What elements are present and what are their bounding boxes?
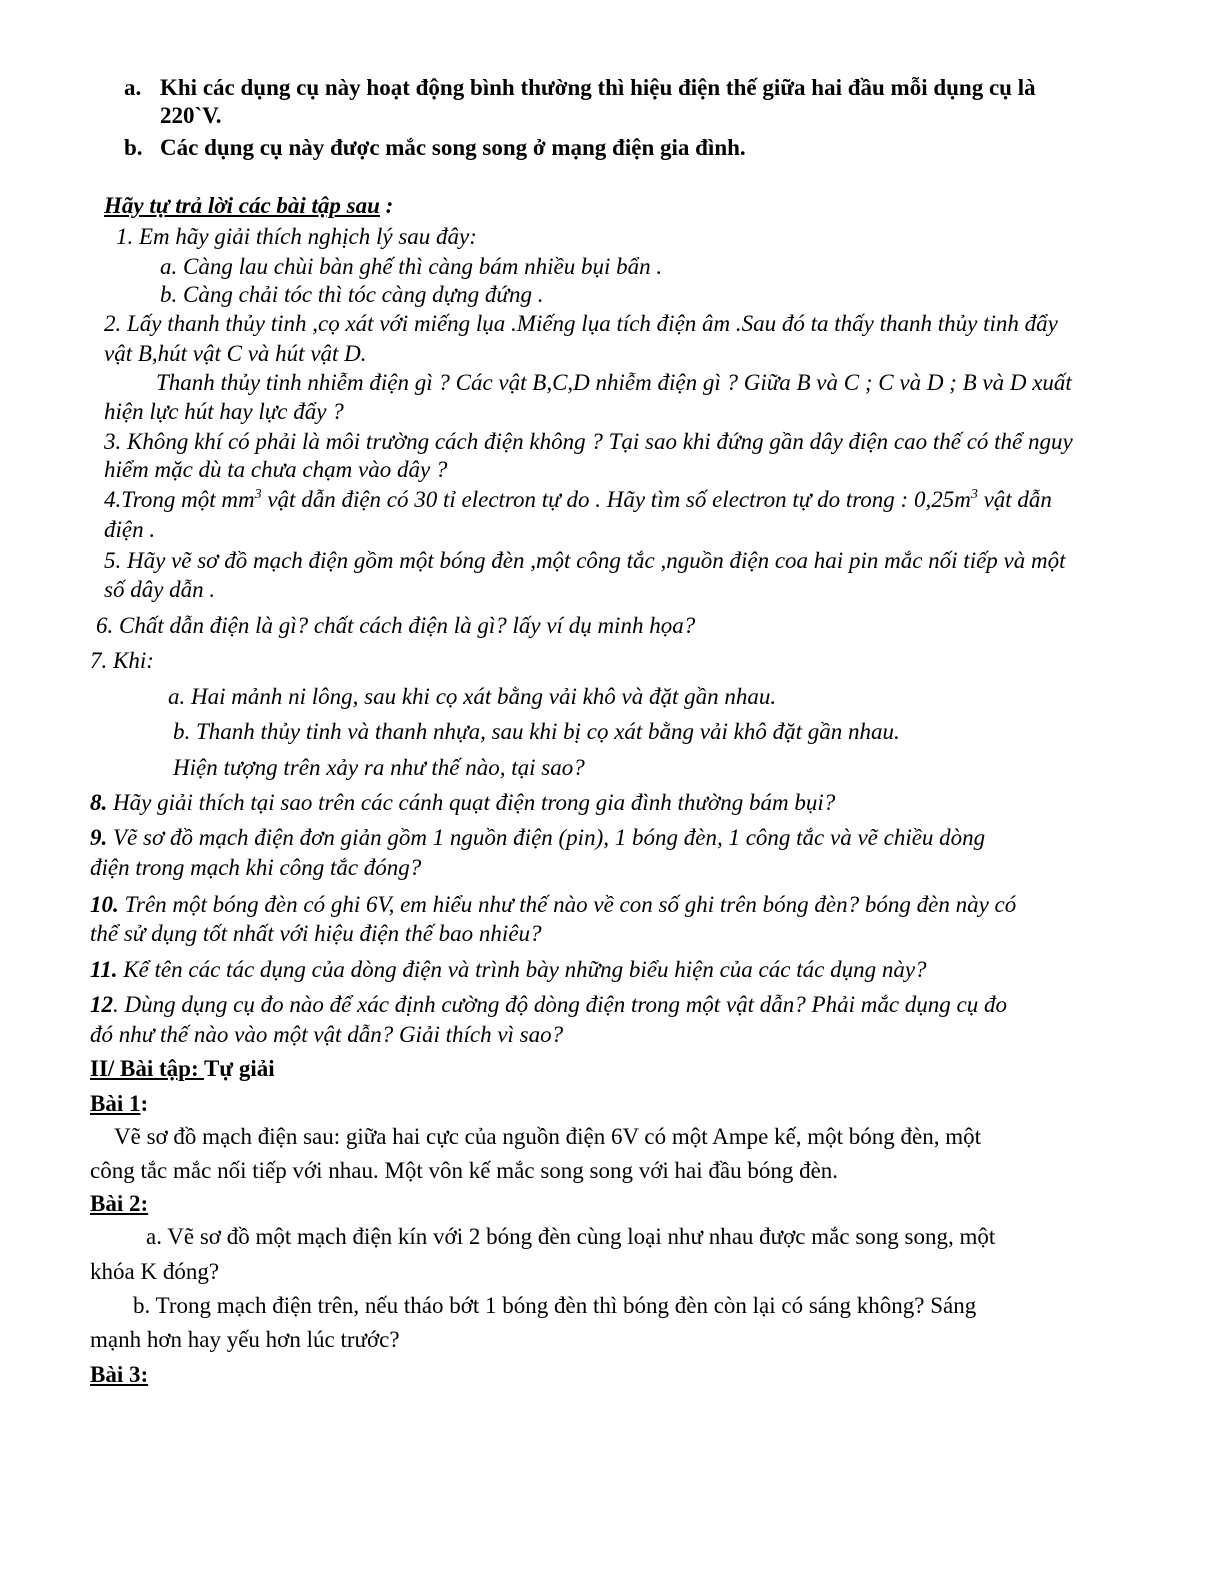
q7-number: 7. — [90, 648, 108, 673]
question-4-line2: điện . — [104, 517, 156, 542]
q10-number: 10. — [90, 892, 119, 917]
exercise-3-title: Bài 3: — [90, 1362, 149, 1387]
question-11 — [90, 956, 927, 984]
exercise-2-b: b. Trong mạch điện trên, nếu tháo bớt 1 bóng đèn thì bóng đèn còn lại có sáng không? Sáng — [133, 1293, 977, 1318]
q4-part3: vật dẫn — [977, 487, 1052, 512]
q8-number: 8. — [90, 790, 108, 815]
exercise-1-line1: Vẽ sơ đồ mạch điện sau: giữa hai cực của nguồn điện 6V có một Ampe kế, một bóng đèn, một — [114, 1124, 982, 1149]
exercise-2-a-line2: khóa K đóng? — [90, 1259, 220, 1284]
heading-text: Hãy tự trả lời các bài tập sau — [104, 193, 380, 218]
question-6: 6. Chất dẫn điện là gì? chất cách điện là gì? lấy ví dụ minh họa? — [96, 613, 696, 638]
question-10-line2: thể sử dụng tốt nhất với hiệu điện thế bao nhiêu? — [90, 921, 542, 946]
question-2-line2: vật B,hút vật C và hút vật D. — [104, 341, 367, 366]
exercise-2-title: Bài 2: — [90, 1191, 149, 1216]
q4-sup1: 3 — [254, 487, 262, 502]
question-4 — [104, 486, 1052, 514]
exercise-2-a: a. Vẽ sơ đồ một mạch điện kín với 2 bóng đèn cùng loại như nhau được mắc song song, một — [146, 1224, 996, 1249]
q4-part2: vật dẫn điện có 30 tỉ electron tự do . Hãy tìm số electron tự do trong : 0,25m — [261, 487, 971, 512]
question-1: 1. Em hãy giải thích nghịch lý sau đây: — [116, 224, 477, 249]
q7-text: Khi: — [107, 648, 154, 673]
question-5-line2: số dây dẫn . — [104, 577, 216, 602]
q11-number: 11. — [90, 957, 118, 982]
question-8 — [90, 789, 835, 817]
question-7-a: a. Hai mảnh ni lông, sau khi cọ xát bằng vải khô và đặt gần nhau. — [168, 684, 777, 709]
q11-text: Kể tên các tác dụng của dòng điện và trình bày những biểu hiện của các tác dụng này? — [117, 957, 927, 982]
question-2-line3: Thanh thủy tinh nhiễm điện gì ? Các vật B,C,D nhiễm điện gì ? Giữa B và C ; C và D ; B và D xuất — [156, 370, 1072, 395]
exercises-heading-tail: Tự giải — [203, 1056, 275, 1081]
exercises-heading-text: II/ Bài tập: — [90, 1056, 204, 1081]
exercise-2-b-line2: mạnh hơn hay yếu hơn lúc trước? — [90, 1327, 400, 1352]
question-3: 3. Không khí có phải là môi trường cách điện không ? Tại sao khi đứng gần dây điện cao thế có thể nguy — [104, 429, 1073, 454]
question-7-c: Hiện tượng trên xảy ra như thế nào, tại sao? — [173, 755, 585, 780]
question-1-b: b. Càng chải tóc thì tóc càng dựng đứng . — [160, 282, 544, 307]
bai1-colon: : — [140, 1091, 149, 1116]
bai1-title-text: Bài 1 — [90, 1091, 141, 1116]
q10-text: Trên một bóng đèn có ghi 6V, em hiểu như thế nào về con số ghi trên bóng đèn? bóng đèn này có — [118, 892, 1017, 917]
heading-colon: : — [379, 193, 394, 218]
intro-item-b — [124, 134, 746, 162]
item-label: a. — [124, 75, 142, 100]
question-7-b: b. Thanh thủy tinh và thanh nhựa, sau khi bị cọ xát bằng vải khô đặt gần nhau. — [173, 719, 900, 744]
item-label: b. — [124, 135, 143, 160]
question-2-line4: hiện lực hút hay lực đẩy ? — [104, 399, 344, 424]
question-10 — [90, 891, 1016, 919]
question-9 — [90, 824, 985, 852]
exercise-1-title — [90, 1090, 148, 1118]
exercise-1-line2: công tắc mắc nối tiếp với nhau. Một vôn kế mắc song song với hai đầu bóng đèn. — [90, 1158, 839, 1183]
question-7 — [90, 647, 154, 675]
q12-number: 12 — [90, 992, 113, 1017]
item-text: Các dụng cụ này được mắc song song ở mạng điện gia đình. — [160, 135, 746, 160]
intro-item-a — [124, 74, 1036, 102]
exercises-heading — [90, 1055, 275, 1083]
q9-text: Vẽ sơ đồ mạch điện đơn giản gồm 1 nguồn điện (pin), 1 bóng đèn, 1 công tắc và vẽ chiều dòng — [107, 825, 986, 850]
question-12 — [90, 991, 1007, 1019]
q9-number: 9. — [90, 825, 108, 850]
question-3-line2: hiểm mặc dù ta chưa chạm vào dây ? — [104, 457, 448, 482]
question-1-a: a. Càng lau chùi bàn ghế thì càng bám nhiều bụi bẩn . — [160, 254, 663, 279]
item-text: Khi các dụng cụ này hoạt động bình thường thì hiệu điện thế giữa hai đầu mỗi dụng cụ là — [160, 75, 1036, 100]
q4-part1: 4.Trong một mm — [104, 487, 255, 512]
intro-item-a-cont: 220`V. — [160, 103, 222, 128]
q8-text: Hãy giải thích tại sao trên các cánh quạt điện trong gia đình thường bám bụi? — [107, 790, 836, 815]
question-9-line2: điện trong mạch khi công tắc đóng? — [90, 855, 422, 880]
question-2: 2. Lấy thanh thủy tinh ,cọ xát với miếng lụa .Miếng lụa tích điện âm .Sau đó ta thấy thanh thủy tinh đẩy — [104, 311, 1058, 336]
q4-sup2: 3 — [970, 487, 978, 502]
section-heading — [104, 192, 393, 220]
q12-text: . Dùng dụng cụ đo nào để xác định cường độ dòng điện trong một vật dẫn? Phải mắc dụng cụ đo — [113, 992, 1008, 1017]
question-12-line2: đó như thế nào vào một vật dẫn? Giải thích vì sao? — [90, 1022, 564, 1047]
question-5: 5. Hãy vẽ sơ đồ mạch điện gồm một bóng đèn ,một công tắc ,nguồn điện coa hai pin mắc nối tiếp và một — [104, 548, 1066, 573]
